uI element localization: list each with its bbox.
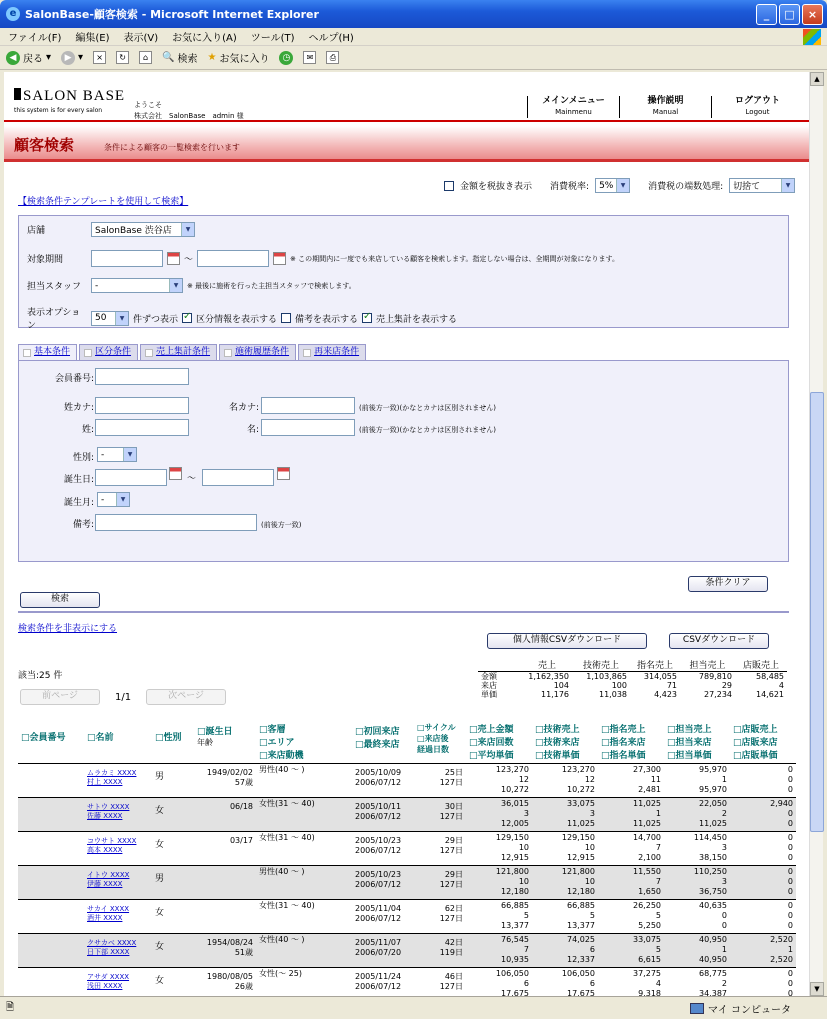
last-kana-label: 姓カナ: [63,403,94,413]
col-segment[interactable]: □客層 □エリア □来店動機 [256,720,352,764]
sales-cell: 66,885 5 13,377 [466,900,532,934]
summary-row-label: 単価 [481,690,497,699]
chevron-down-icon: ▾ [78,52,84,63]
member-no-input[interactable] [95,368,189,385]
member-no-cell [18,968,84,997]
chevron-down-icon: ▼ [181,223,194,236]
visits-cell: 2005/10/23 2006/07/12 [352,866,414,900]
first-kana-label: 名カナ: [228,403,259,413]
condition-tabs [18,344,368,360]
show-sales-checkbox[interactable] [362,313,372,323]
birth-month-select[interactable]: - ▼ [97,492,130,507]
calendar-icon[interactable] [273,252,286,265]
tech-cell: 129,150 10 12,915 [532,832,598,866]
segment-cell: 女性(～ 25) [256,968,352,997]
tab-sales[interactable]: 売上集計条件 [140,344,217,360]
calendar-icon[interactable] [167,252,180,265]
tech-cell: 121,800 10 12,180 [532,866,598,900]
print-icon[interactable]: ⎙ [326,51,339,64]
visits-cell: 2005/11/04 2006/07/12 [352,900,414,934]
summary-header: 指名売上 [630,662,680,672]
summary-header: 技術売上 [572,662,630,672]
gender-select[interactable]: - ▼ [97,447,137,462]
store-select[interactable]: SalonBase 渋谷店 ▼ [91,222,195,237]
tech-cell: 123,270 12 10,272 [532,764,598,798]
ie-icon: e [6,7,20,21]
member-no-cell [18,866,84,900]
period-label: 対象期間 [27,255,64,265]
visits-cell: 2005/11/24 2006/07/12 [352,968,414,997]
name-cell[interactable]: イトウ XXXX 伊藤 XXXX [84,866,152,900]
period-end-input[interactable] [197,250,269,267]
staff-select[interactable]: - ▼ [91,278,183,293]
staff-cell: 22,050 2 11,025 [664,798,730,832]
staff-cell: 40,950 1 40,950 [664,934,730,968]
retail-cell: 0 0 0 [730,764,796,798]
tab-treatment-history[interactable]: 施術履歴条件 [219,344,296,360]
close-button[interactable]: × [802,4,823,25]
vertical-scrollbar[interactable] [809,72,823,996]
back-label: 戻る [23,54,43,65]
retail-cell: 0 0 0 [730,866,796,900]
name-cell[interactable]: コウサト XXXX 高本 XXXX [84,832,152,866]
tax-exclusive-label: 金額を税抜き表示 [460,182,533,192]
member-no-cell [18,764,84,798]
menu-bar [0,28,827,46]
retail-cell: 2,520 1 2,520 [730,934,796,968]
summary-value: 789,810 [698,672,732,681]
display-options [444,178,795,193]
summary-row-label: 来店 [481,681,497,690]
birth-month-label: 誕生月: [63,498,94,508]
page-indicator: 1/1 [115,692,132,703]
table-row [18,798,796,832]
summary-row [478,672,787,682]
show-notes-checkbox[interactable] [281,313,291,323]
chevron-down-icon: ▾ [46,52,52,63]
back-button[interactable] [6,50,51,65]
summary-header: 売上 [522,662,572,672]
menu-favorites[interactable]: お気に入り(A) [172,33,237,44]
summary-header: 店販売上 [735,662,787,672]
named-cell: 37,275 4 9,318 [598,968,664,997]
sales-cell: 123,270 12 10,272 [466,764,532,798]
staff-label: 担当スタッフ [27,282,82,292]
birthday-tilde: ～ [187,474,197,484]
page-subtitle: 条件による顧客の一覧検索を行います [104,143,240,152]
col-cycle[interactable]: □サイクル □来店後 経過日数 [414,720,466,764]
cycle-cell: 29日 127日 [414,866,466,900]
security-zone [690,1001,791,1016]
sales-cell: 129,150 10 12,915 [466,832,532,866]
segment-cell: 女性(31 ～ 40) [256,798,352,832]
notes-input[interactable] [95,514,257,531]
cycle-cell: 29日 127日 [414,832,466,866]
chevron-down-icon: ▼ [781,179,794,192]
windows-logo-icon [803,29,821,45]
named-cell: 27,300 11 2,481 [598,764,664,798]
display-option-label: 表示オプション [27,308,81,331]
sales-cell: 106,050 6 17,675 [466,968,532,997]
window-titlebar [0,0,827,28]
summary-value: 4,423 [654,690,677,699]
site-header [4,72,809,122]
name-cell[interactable]: サトウ XXXX 佐藤 XXXX [84,798,152,832]
staff-note: ※ 最後に施術を行った主担当スタッフで検索します。 [187,281,356,290]
store-label: 店舗 [27,226,46,236]
tax-rate-label: 消費税率: [550,182,590,192]
name-cell[interactable]: ムラカミ XXXX 村上 XXXX [84,764,152,798]
rounding-label: 消費税の端数処理: [648,182,724,192]
menu-help[interactable]: ヘルプ(H) [308,33,354,44]
tech-cell: 66,885 5 13,377 [532,900,598,934]
show-sales-label: 売上集計を表示する [376,314,458,325]
name-cell[interactable]: アサダ XXXX 浅田 XXXX [84,968,152,997]
tab-revisit[interactable]: 再来店条件 [298,344,366,360]
col-retail[interactable]: □店販売上 □店販来店 □店販単価 [730,720,796,764]
summary-value: 314,055 [643,672,677,681]
show-category-label: 区分情報を表示する [196,314,278,325]
col-sales[interactable]: □売上金額 □来店回数 □平均単価 [466,720,532,764]
last-name-label: 姓: [81,425,94,435]
csv-download-button[interactable]: CSVダウンロード [669,633,769,649]
visits-cell: 2005/10/09 2006/07/12 [352,764,414,798]
col-tech[interactable]: □技術売上 □技術来店 □技術単価 [532,720,598,764]
home-icon[interactable]: ⌂ [139,51,152,64]
window-title: SalonBase-顧客検索 - Microsoft Internet Explorer [25,8,319,21]
named-cell: 11,025 1 11,025 [598,798,664,832]
visits-cell: 2005/11/07 2006/07/20 [352,934,414,968]
summary-value: 27,234 [704,690,732,699]
tech-cell: 33,075 3 11,025 [532,798,598,832]
gender-cell: 女 [152,900,194,934]
prev-page-button[interactable]: 前ページ [20,689,100,705]
stop-icon[interactable]: × [93,51,106,64]
nav-mainmenu[interactable]: メインメニュー Mainmenu [527,96,619,118]
gender-cell: 女 [152,798,194,832]
staff-cell: 95,970 1 95,970 [664,764,730,798]
maximize-button[interactable]: □ [779,4,800,25]
retail-cell: 0 0 0 [730,968,796,997]
summary-header: 担当売上 [680,662,735,672]
last-name-input[interactable] [95,419,189,436]
notes-note: (前後方一致) [261,521,302,529]
last-kana-input[interactable] [95,397,189,414]
mail-icon[interactable]: ✉ [303,51,316,64]
birthday-cell: 06/18 [194,798,256,832]
period-start-input[interactable] [91,250,163,267]
gender-cell: 男 [152,866,194,900]
summary-value: 11,176 [541,690,569,699]
summary-row [478,690,787,699]
summary-row [478,681,787,690]
nav-logout[interactable]: ログアウト Logout [711,96,803,118]
scroll-down-icon[interactable]: ▼ [810,982,824,996]
customer-table [18,720,796,996]
col-staff[interactable]: □担当売上 □担当来店 □担当単価 [664,720,730,764]
col-named[interactable]: □指名売上 □指名来店 □指名単価 [598,720,664,764]
per-page-suffix: 件ずつ表示 [133,314,179,325]
segment-cell: 男性(40 ～ ) [256,866,352,900]
hide-conditions-link[interactable]: 検索条件を非表示にする [18,624,118,634]
birthday-cell: 1954/08/24 51歳 [194,934,256,968]
page-banner [4,126,809,162]
table-row [18,866,796,900]
period-tilde: ～ [184,255,194,265]
chevron-down-icon: ▼ [123,448,136,461]
birthday-cell: 1949/02/02 57歳 [194,764,256,798]
zone-label: マイ コンピュータ [708,1004,791,1016]
tab-category[interactable]: 区分条件 [79,344,138,360]
birthday-label: 誕生日: [63,475,94,485]
named-cell: 26,250 5 5,250 [598,900,664,934]
member-no-cell [18,798,84,832]
name-cell[interactable]: クサカベ XXXX 日下部 XXXX [84,934,152,968]
search-icon: 🔍 [162,52,175,63]
back-arrow-icon: ◀ [6,51,20,65]
table-row [18,900,796,934]
table-row [18,832,796,866]
forward-button[interactable] [61,51,83,65]
summary-value: 29 [721,681,732,690]
favorites-button[interactable] [208,50,270,65]
scroll-thumb[interactable] [810,392,824,832]
notes-label: 備考: [72,520,94,530]
chevron-down-icon: ▼ [616,179,629,192]
chevron-down-icon: ▼ [169,279,182,292]
named-cell: 11,550 7 1,650 [598,866,664,900]
summary-value: 71 [666,681,677,690]
col-gender[interactable]: □性別 [152,720,194,764]
col-visits[interactable]: □初回来店 □最終来店 [352,720,414,764]
search-button[interactable] [162,50,197,65]
menu-view[interactable]: 表示(V) [123,33,159,44]
named-cell: 33,075 5 6,615 [598,934,664,968]
scroll-up-icon[interactable]: ▲ [810,72,824,86]
computer-icon [690,1003,704,1014]
tax-exclusive-checkbox[interactable] [444,181,454,191]
summary-value: 58,485 [756,672,784,681]
member-no-cell [18,832,84,866]
gender-cell: 女 [152,832,194,866]
staff-cell: 68,775 2 34,387 [664,968,730,997]
gender-cell: 男 [152,764,194,798]
segment-cell: 女性(40 ～ ) [256,934,352,968]
page-title: 顧客検索 [14,136,75,154]
summary-value: 4 [778,681,784,690]
cycle-cell: 25日 127日 [414,764,466,798]
name-cell[interactable]: サカイ XXXX 酒井 XXXX [84,900,152,934]
gender-label: 性別: [72,453,94,463]
summary-value: 11,038 [599,690,627,699]
summary-row-label: 金額 [481,672,497,681]
col-birthday[interactable]: □誕生日 年齢 [194,720,256,764]
gender-cell: 女 [152,934,194,968]
menu-tools[interactable]: ツール(T) [250,33,295,44]
birthday-start-input[interactable] [95,469,167,486]
favorites-label: お気に入り [219,54,270,65]
staff-cell: 40,635 0 0 [664,900,730,934]
history-icon[interactable]: ◷ [279,51,293,65]
search-button[interactable]: 検索 [20,592,100,608]
member-no-cell [18,900,84,934]
forward-arrow-icon: ▶ [61,51,75,65]
menu-file[interactable]: ファイル(F) [8,33,62,44]
segment-cell: 男性(40 ～ ) [256,764,352,798]
first-kana-input[interactable] [261,397,355,414]
show-category-checkbox[interactable] [182,313,192,323]
birthday-end-input[interactable] [202,469,274,486]
summary-value: 14,621 [756,690,784,699]
staff-cell: 110,250 3 36,750 [664,866,730,900]
tab-basic[interactable]: 基本条件 [18,344,77,360]
refresh-icon[interactable]: ↻ [116,51,129,64]
nav-manual[interactable]: 操作説明 Manual [619,96,711,118]
header-divider [4,120,809,122]
show-notes-label: 備考を表示する [295,314,359,325]
birthday-cell: 03/17 [194,832,256,866]
page-viewport [4,72,809,996]
browser-toolbar [0,46,827,70]
birthday-cell [194,866,256,900]
calendar-icon[interactable] [169,467,182,480]
col-member-no[interactable]: □会員番号 [18,720,84,764]
named-cell: 14,700 7 2,100 [598,832,664,866]
result-count: 該当:25 件 [18,671,63,681]
birthday-cell: 1980/08/05 26歳 [194,968,256,997]
top-nav [527,96,803,118]
retail-cell: 2,940 0 0 [730,798,796,832]
personal-csv-download-button[interactable]: 個人情報CSVダウンロード [487,633,647,649]
sales-cell: 36,015 3 12,005 [466,798,532,832]
menu-edit[interactable]: 編集(E) [75,33,110,44]
first-name-note: (前後方一致)(かなとカナは区別されません) [359,426,496,434]
welcome-text: ようこそ 株式会社 SalonBase admin 様 [134,101,244,120]
retail-cell: 0 0 0 [730,900,796,934]
retail-cell: 0 0 0 [730,832,796,866]
search-label: 検索 [177,54,198,65]
table-row [18,934,796,968]
star-icon: ★ [207,52,217,63]
site-logo: SALON BASE [14,88,125,105]
template-search-link[interactable]: 【検索条件テンプレートを使用して検索】 [18,197,189,207]
col-name[interactable]: □名前 [84,720,152,764]
visits-cell: 2005/10/23 2006/07/12 [352,832,414,866]
calendar-icon[interactable] [277,467,290,480]
visits-cell: 2005/10/11 2006/07/12 [352,798,414,832]
clear-conditions-button[interactable]: 条件クリア [688,576,768,592]
staff-cell: 114,450 3 38,150 [664,832,730,866]
segment-cell: 女性(31 ～ 40) [256,900,352,934]
first-name-label: 名: [246,425,259,435]
rounding-select[interactable]: 切捨て ▼ [729,178,795,193]
gender-cell: 女 [152,968,194,997]
summary-value: 1,162,350 [528,672,569,681]
member-no-label: 会員番号: [54,374,94,384]
tech-cell: 106,050 6 17,675 [532,968,598,997]
summary-value: 100 [611,681,627,690]
tax-rate-select[interactable]: 5% ▼ [595,178,630,193]
basic-conditions-panel [18,360,789,562]
page-icon: 🗎 [6,1001,15,1013]
status-bar [0,996,827,1019]
first-kana-note: (前後方一致)(かなとカナは区別されません) [359,404,496,412]
per-page-select[interactable]: 50 ▼ [91,311,129,326]
chevron-down-icon: ▼ [116,493,129,506]
minimize-button[interactable]: _ [756,4,777,25]
summary-value: 104 [553,681,569,690]
sales-cell: 76,545 7 10,935 [466,934,532,968]
cycle-cell: 46日 127日 [414,968,466,997]
site-tagline: this system is for every salon [14,107,103,114]
first-name-input[interactable] [261,419,355,436]
sales-cell: 121,800 10 12,180 [466,866,532,900]
search-conditions-box [18,215,789,331]
segment-cell: 女性(31 ～ 40) [256,832,352,866]
summary-value: 1,103,865 [586,672,627,681]
sales-summary [478,662,787,699]
period-note: ※ この期間内に一度でも来店している顧客を検索します。指定しない場合は、全期間が対象になります。 [290,254,619,263]
member-no-cell [18,934,84,968]
next-page-button[interactable]: 次ページ [146,689,226,705]
chevron-down-icon: ▼ [115,312,128,325]
birthday-cell [194,900,256,934]
cycle-cell: 42日 119日 [414,934,466,968]
cycle-cell: 62日 127日 [414,900,466,934]
table-row [18,764,796,798]
table-row [18,968,796,997]
tech-cell: 74,025 6 12,337 [532,934,598,968]
section-divider [18,611,789,613]
cycle-cell: 30日 127日 [414,798,466,832]
